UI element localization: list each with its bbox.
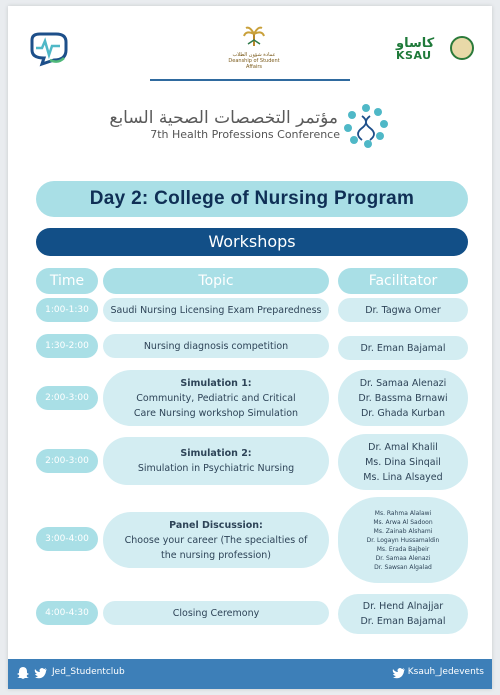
twitter-icon bbox=[34, 666, 48, 680]
facilitator: Dr. Eman Bajamal bbox=[360, 342, 446, 354]
row-6-topic-text: Closing Ceremony bbox=[172, 607, 260, 619]
row-3-topic bbox=[103, 370, 329, 426]
row-1-facilitators bbox=[338, 298, 468, 322]
facilitator: Dr. Logayn Hussamaldin bbox=[366, 536, 440, 544]
facilitator: Ms. Zainab Alshami bbox=[373, 527, 433, 535]
column-header-facilitator: Facilitator bbox=[338, 268, 468, 294]
conference-title-english: 7th Health Professions Conference bbox=[150, 128, 340, 141]
row-4-topic-title: Simulation 2: bbox=[180, 448, 252, 459]
facilitator: Ms. Arwa Al Sadoon bbox=[373, 518, 433, 526]
facilitator: Dr. Eman Bajamal bbox=[360, 616, 446, 627]
row-4-topic bbox=[103, 437, 329, 485]
row-2-topic bbox=[103, 334, 329, 358]
ksau-logo-arabic: كاساو bbox=[396, 36, 435, 51]
facilitator: Ms. Dina Sinqail bbox=[365, 456, 441, 468]
row-2-time: 1:30-2:00 bbox=[36, 334, 98, 358]
row-5-topic-title: Panel Discussion: bbox=[169, 519, 263, 531]
row-3-facilitators bbox=[338, 370, 468, 426]
facilitator: Dr. Amal Khalil bbox=[368, 441, 438, 453]
snapchat-icon bbox=[16, 666, 30, 680]
twitter-icon bbox=[392, 666, 406, 680]
poster bbox=[8, 6, 492, 689]
row-2-topic-text: Nursing diagnosis competition bbox=[143, 340, 289, 352]
facilitator: Dr. Tagwa Omer bbox=[365, 304, 441, 316]
row-2-facilitators bbox=[338, 336, 468, 360]
conference-dna-logo-icon bbox=[342, 102, 390, 150]
palm-emblem-icon bbox=[242, 24, 266, 48]
facilitator: Dr. Ghada Kurban bbox=[360, 407, 445, 419]
section-title: Workshops bbox=[36, 228, 468, 256]
footer-left-handle[interactable]: Jed_Studentclub bbox=[52, 667, 125, 677]
facilitator: Ms. Erada Bajbeir bbox=[376, 545, 430, 553]
footer-bar bbox=[8, 659, 492, 689]
conference-title-arabic: مؤتمر التخصصات الصحية السابع bbox=[109, 108, 338, 128]
ksau-logo-english: KSAU bbox=[396, 49, 432, 62]
row-5-topic-text: Choose your career (The specialties of the nursing profession) bbox=[124, 534, 308, 561]
row-6-topic bbox=[103, 601, 329, 625]
ksau-logo bbox=[396, 36, 476, 66]
row-1-topic bbox=[103, 298, 329, 322]
facilitator: Ms. Lina Alsayed bbox=[363, 471, 443, 483]
row-4-facilitators bbox=[338, 434, 468, 490]
row-4-time: 2:00-3:00 bbox=[36, 449, 98, 473]
row-3-topic-title: Simulation 1: bbox=[180, 377, 252, 389]
footer-right-handle[interactable]: Ksauh_Jedevents bbox=[407, 667, 484, 677]
facilitator: Dr. Samaa Alenazi bbox=[359, 377, 447, 389]
day-title: Day 2: College of Nursing Program bbox=[36, 181, 468, 217]
row-5-facilitators bbox=[338, 497, 468, 583]
facilitator: Dr. Samaa Alenazi bbox=[375, 554, 431, 562]
row-6-facilitators bbox=[338, 594, 468, 634]
row-1-topic-text: Saudi Nursing Licensing Exam Preparedness bbox=[110, 304, 322, 316]
health-logo-icon bbox=[26, 30, 70, 68]
column-header-topic: Topic bbox=[103, 268, 329, 294]
row-3-topic-text: Community, Pediatric and Critical Care Nursing workshop Simulation bbox=[133, 392, 299, 419]
column-header-time: Time bbox=[36, 268, 98, 294]
row-5-topic bbox=[103, 512, 329, 568]
row-1-time: 1:00-1:30 bbox=[36, 298, 98, 322]
header-divider bbox=[150, 79, 350, 81]
row-3-time: 2:00-3:00 bbox=[36, 386, 98, 410]
center-logo-text-en: Deanship of Student Affairs bbox=[228, 58, 280, 70]
facilitator: Dr. Bassma Brnawi bbox=[358, 392, 448, 404]
deanship-logo bbox=[224, 24, 284, 74]
row-4-topic-text: Simulation in Psychiatric Nursing bbox=[137, 463, 295, 474]
ksau-seal-icon bbox=[450, 36, 474, 60]
center-logo-text: عمادة شؤون الطلاب bbox=[232, 52, 276, 58]
facilitator: Ms. Rahma Alalawi bbox=[374, 509, 432, 517]
facilitator: Dr. Sawsan Algalad bbox=[374, 563, 432, 571]
row-6-time: 4:00-4:30 bbox=[36, 601, 98, 625]
row-5-time: 3:00-4:00 bbox=[36, 527, 98, 551]
facilitator: Dr. Hend Alnajjar bbox=[362, 601, 444, 612]
